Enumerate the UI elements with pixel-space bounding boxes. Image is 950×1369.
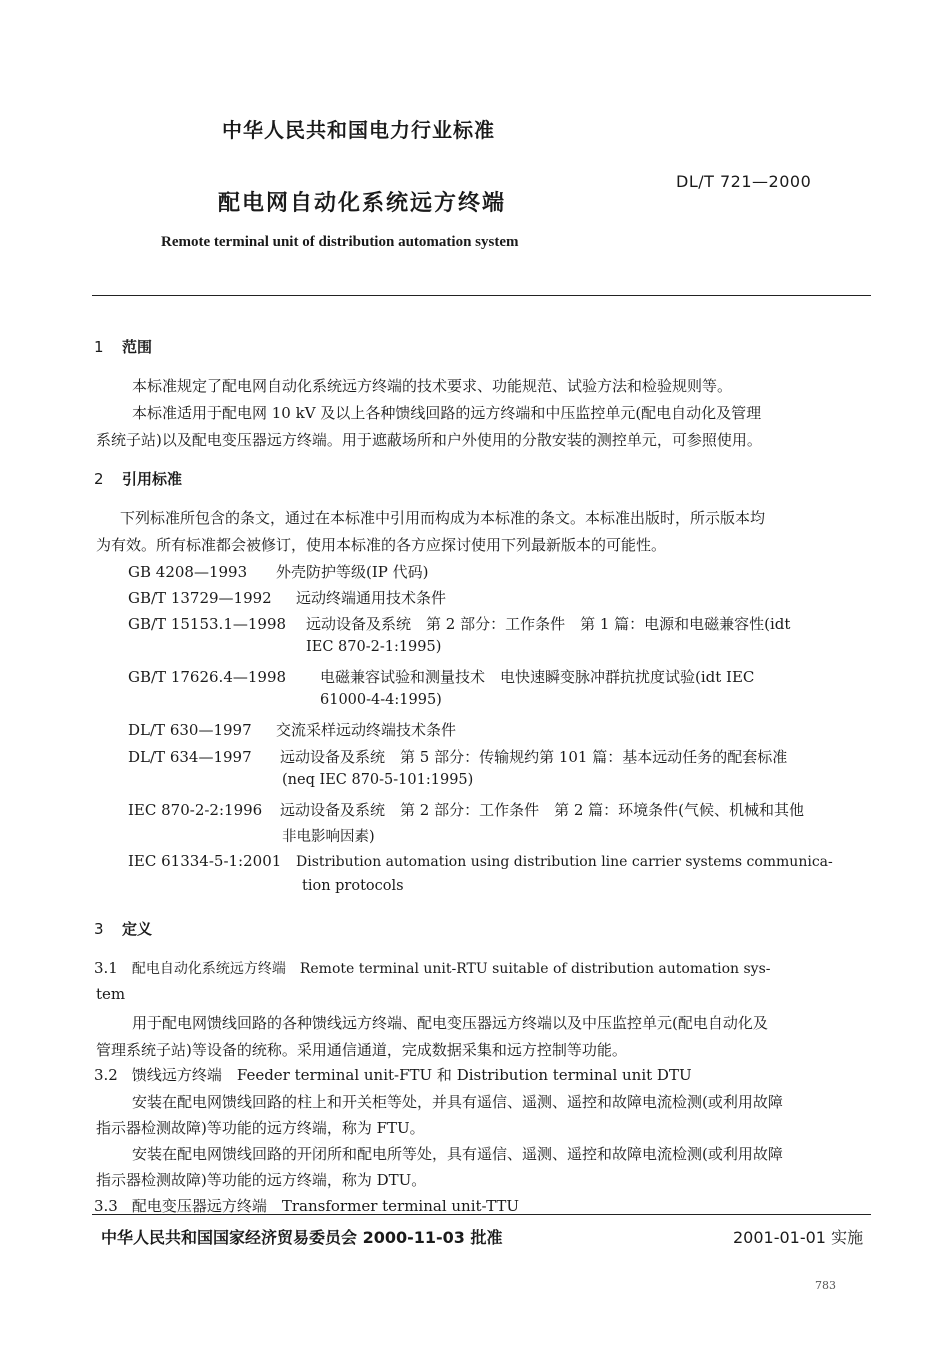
term-3-2-paragraph-2-line-1: 安装在配电网馈线回路的开闭所和配电所等处，具有遥信、遥测、遥控和故障电流检测(或利用故障 bbox=[132, 1145, 783, 1163]
footer-rule bbox=[92, 1214, 871, 1215]
reference-description: Distribution automation using distribution line carrier systems communica- bbox=[296, 854, 833, 870]
term-3-1-title: 配电自动化系统远方终端 Remote terminal unit-RTU suitable of distribution automation sys- bbox=[131, 961, 771, 977]
section-2-number: 2 bbox=[94, 470, 104, 488]
section-1-paragraph-2-line-1: 本标准适用于配电网 10 kV 及以上各种馈线回路的远方终端和中压监控单元(配电自动化及管理 bbox=[132, 404, 762, 422]
reference-code: IEC 61334-5-1:2001 bbox=[128, 852, 282, 870]
term-3-2-paragraph-2-line-2: 指示器检测故障)等功能的远方终端，称为 DTU。 bbox=[96, 1171, 427, 1189]
page-number: 783 bbox=[815, 1279, 836, 1292]
term-3-3-title: 配电变压器远方终端 Transformer terminal unit-TTU bbox=[131, 1197, 520, 1215]
section-3-title: 定义 bbox=[122, 920, 153, 938]
section-1-number: 1 bbox=[94, 338, 104, 356]
term-3-1-paragraph-line-2: 管理系统子站)等设备的统称。采用通信通道，完成数据采集和远方控制等功能。 bbox=[96, 1041, 627, 1059]
reference-code: IEC 870-2-2:1996 bbox=[128, 801, 263, 819]
header-rule bbox=[92, 295, 871, 296]
reference-description: 交流采样远动终端技术条件 bbox=[276, 721, 457, 739]
term-3-2-title: 馈线远方终端 Feeder terminal unit-FTU 和 Distribution terminal unit DTU bbox=[131, 1066, 692, 1084]
reference-description: 远动设备及系统 第 5 部分：传输规约第 101 篇：基本远动任务的配套标准 bbox=[280, 748, 788, 766]
term-3-2-heading bbox=[94, 1064, 692, 1085]
term-3-1-title-continuation: tem bbox=[96, 985, 126, 1003]
approval-statement: 中华人民共和国国家经济贸易委员会 2000-11-03 批准 bbox=[101, 1228, 503, 1247]
reference-continuation: (neq IEC 870-5-101:1995) bbox=[282, 772, 474, 788]
reference-item bbox=[128, 587, 446, 608]
reference-description: 电磁兼容试验和测量技术 电快速瞬变脉冲群抗扰度试验(idt IEC bbox=[320, 668, 755, 686]
reference-continuation: IEC 870-2-1:1995) bbox=[306, 639, 442, 655]
term-3-1-paragraph-line-1: 用于配电网馈线回路的各种馈线远方终端、配电变压器远方终端以及中压监控单元(配电自动化及 bbox=[132, 1014, 768, 1032]
reference-continuation: 非电影响因素) bbox=[282, 829, 375, 845]
reference-description: 外壳防护等级(IP 代码) bbox=[276, 563, 429, 581]
reference-item bbox=[128, 561, 429, 582]
reference-description: 远动设备及系统 第 2 部分：工作条件 第 1 篇：电源和电磁兼容性(idt bbox=[306, 615, 791, 633]
section-1-heading bbox=[94, 336, 152, 357]
reference-item bbox=[128, 666, 754, 687]
reference-code: GB 4208—1993 bbox=[128, 563, 248, 581]
term-3-1-heading bbox=[94, 958, 770, 978]
term-3-3-heading bbox=[94, 1195, 519, 1216]
term-3-2-paragraph-1-line-1: 安装在配电网馈线回路的柱上和开关柜等处，并具有遥信、遥测、遥控和故障电流检测(或利用故障 bbox=[132, 1093, 783, 1111]
english-title: Remote terminal unit of distribution automation system bbox=[161, 234, 519, 250]
section-1-paragraph-2-line-2: 系统子站)以及配电变压器远方终端。用于遮蔽场所和户外使用的分散安装的测控单元，可参照使用。 bbox=[96, 431, 762, 449]
reference-code: GB/T 15153.1—1998 bbox=[128, 615, 287, 633]
industry-standard-title: 中华人民共和国电力行业标准 bbox=[222, 118, 495, 142]
section-2-paragraph-line-1: 下列标准所包含的条文，通过在本标准中引用而构成为本标准的条文。本标准出版时，所示版本均 bbox=[120, 509, 766, 527]
term-3-1-number: 3.1 bbox=[94, 959, 118, 977]
reference-code: DL/T 630—1997 bbox=[128, 721, 252, 739]
section-2-paragraph-line-2: 为有效。所有标准都会被修订，使用本标准的各方应探讨使用下列最新版本的可能性。 bbox=[96, 536, 667, 554]
term-3-2-paragraph-1-line-2: 指示器检测故障)等功能的远方终端，称为 FTU。 bbox=[96, 1119, 425, 1137]
term-3-2-number: 3.2 bbox=[94, 1066, 118, 1084]
reference-code: GB/T 17626.4—1998 bbox=[128, 668, 287, 686]
section-1-paragraph-1: 本标准规定了配电网自动化系统远方终端的技术要求、功能规范、试验方法和检验规则等。 bbox=[132, 377, 733, 395]
reference-item bbox=[128, 852, 833, 870]
reference-continuation: tion protocols bbox=[302, 878, 404, 894]
term-3-3-number: 3.3 bbox=[94, 1197, 118, 1215]
reference-item bbox=[128, 719, 456, 740]
reference-item bbox=[128, 799, 804, 820]
section-3-number: 3 bbox=[94, 920, 104, 938]
reference-continuation: 61000-4-4:1995) bbox=[320, 692, 442, 708]
section-1-title: 范围 bbox=[122, 338, 153, 356]
standard-number: DL/T 721—2000 bbox=[676, 172, 812, 191]
reference-code: GB/T 13729—1992 bbox=[128, 589, 272, 607]
section-2-title: 引用标准 bbox=[122, 470, 183, 488]
reference-code: DL/T 634—1997 bbox=[128, 748, 252, 766]
reference-item bbox=[128, 613, 790, 634]
reference-description: 远动终端通用技术条件 bbox=[296, 589, 447, 607]
section-3-heading bbox=[94, 918, 152, 939]
section-2-heading bbox=[94, 468, 182, 489]
document-title: 配电网自动化系统远方终端 bbox=[218, 191, 507, 216]
effective-date: 2001-01-01 实施 bbox=[733, 1228, 864, 1247]
reference-description: 远动设备及系统 第 2 部分：工作条件 第 2 篇：环境条件(气候、机械和其他 bbox=[280, 801, 805, 819]
reference-item bbox=[128, 746, 787, 767]
